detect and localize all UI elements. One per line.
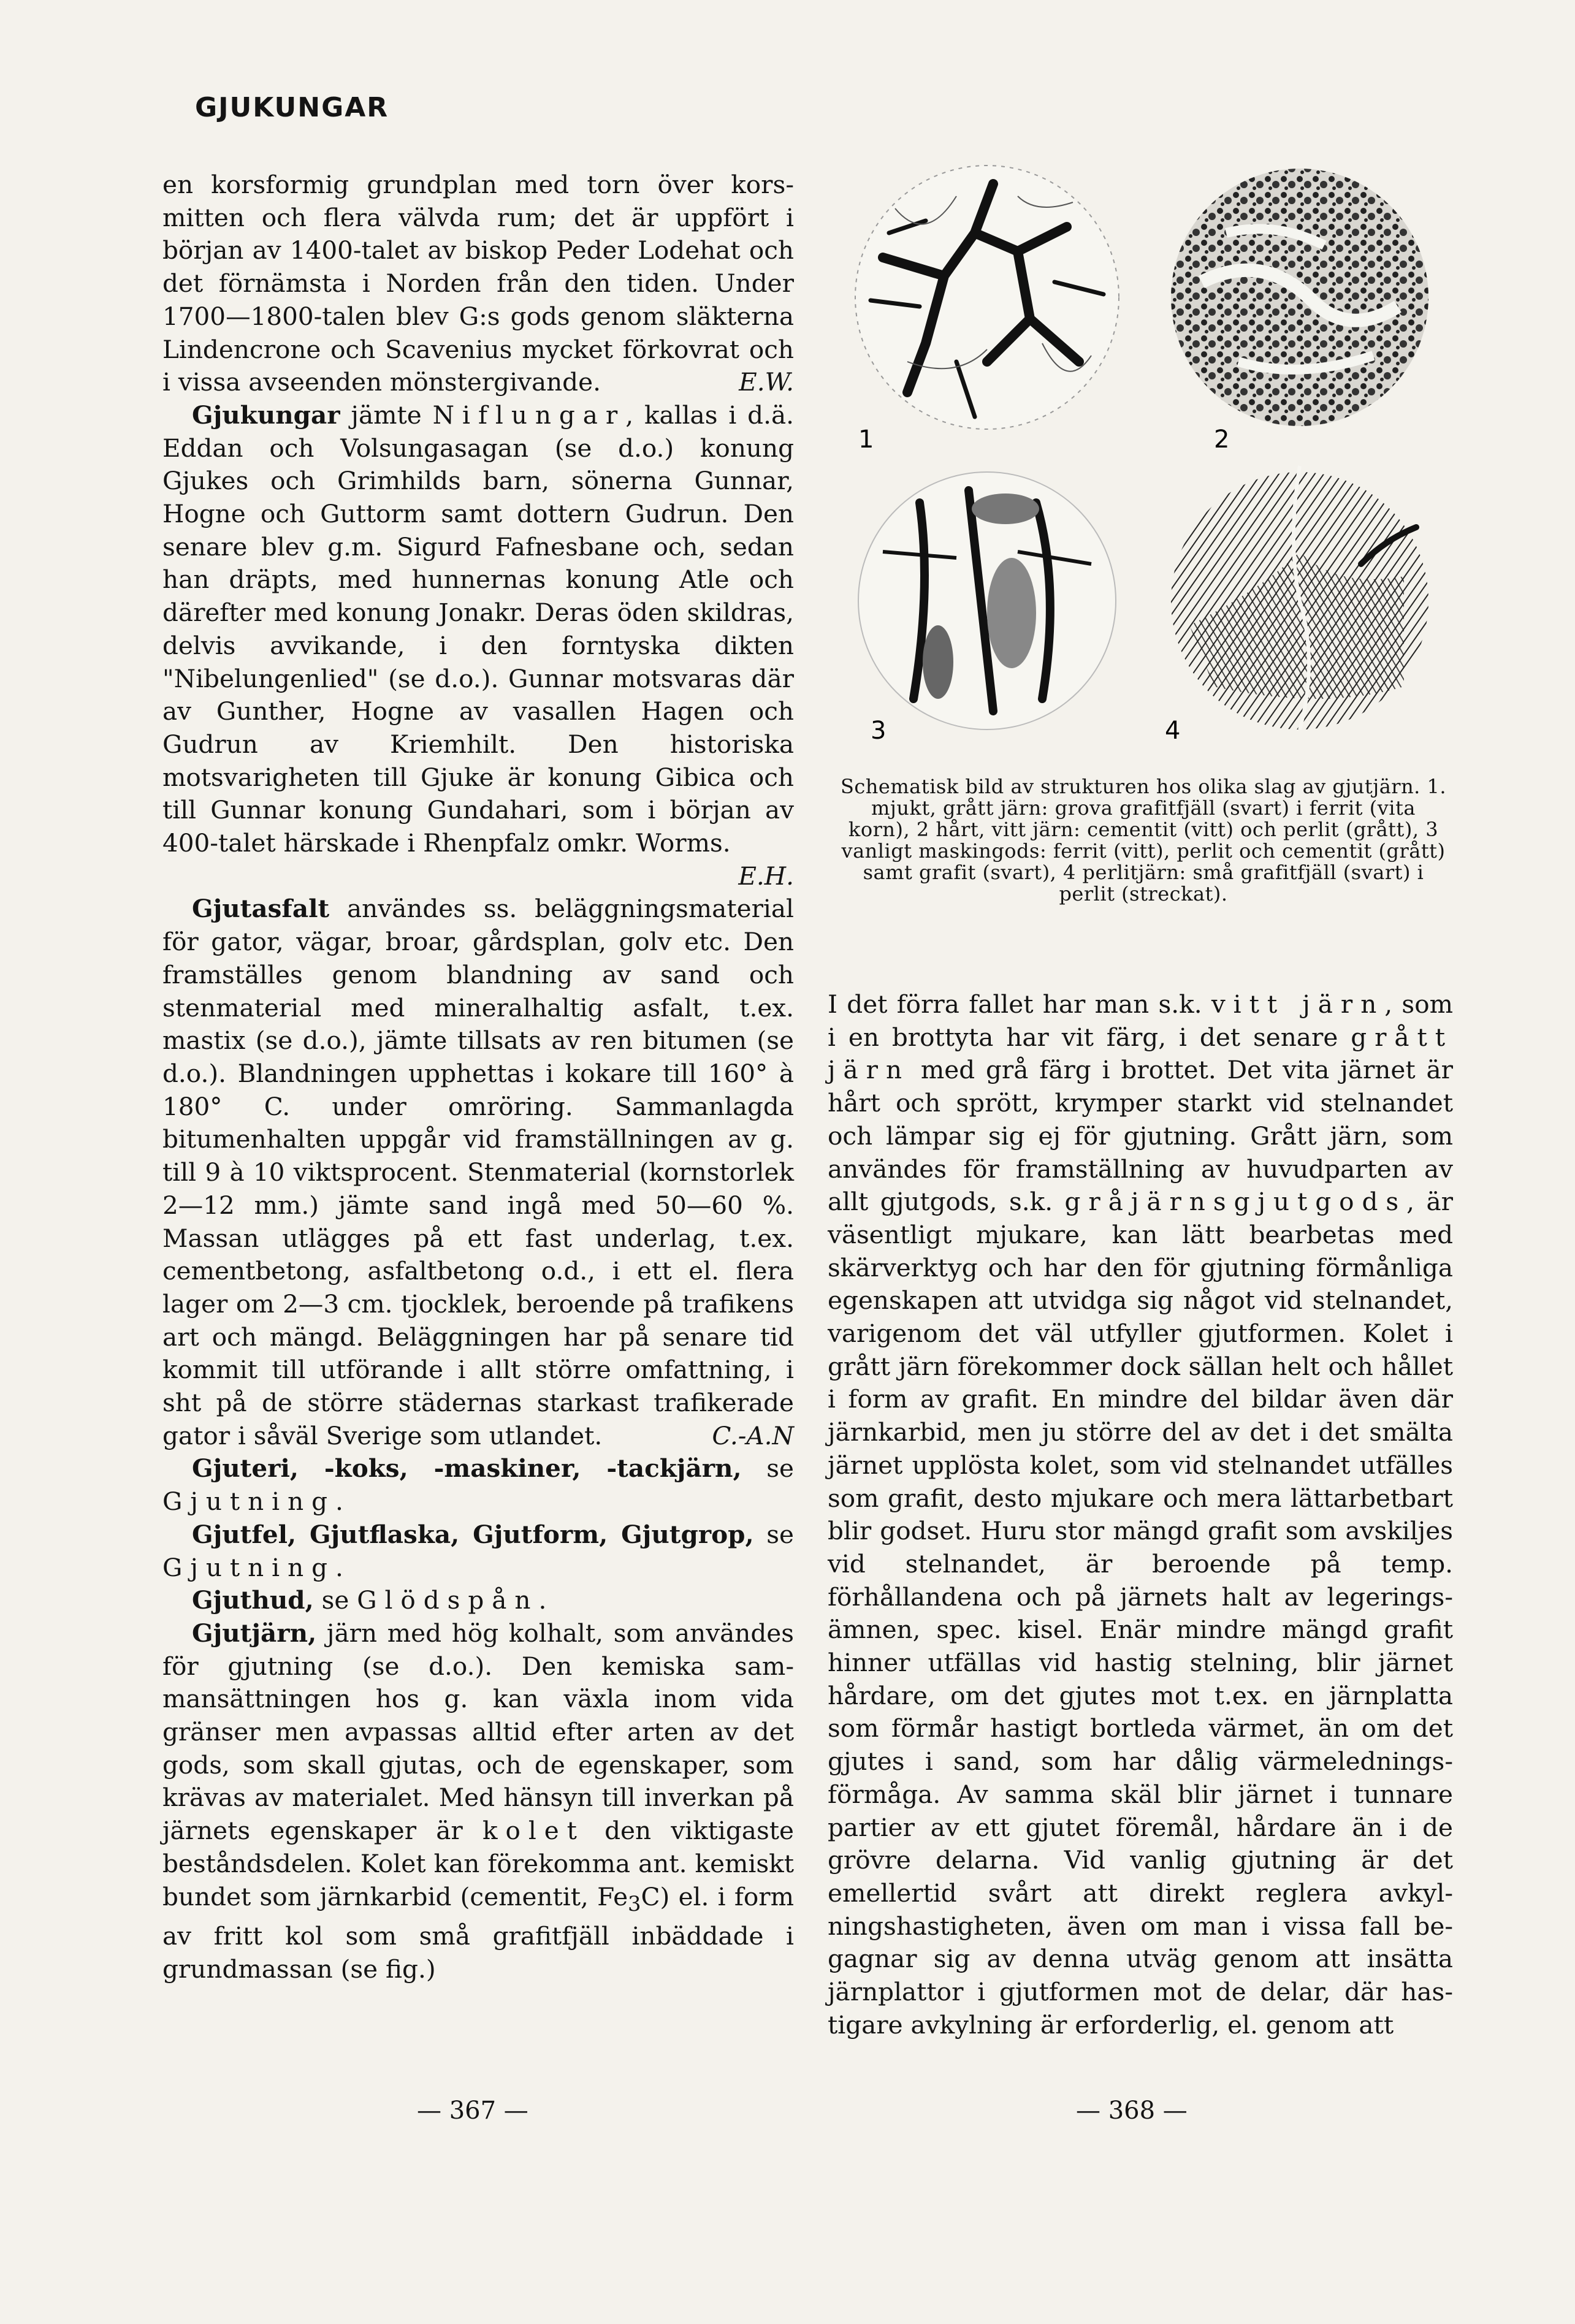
- article-continuation: [162, 169, 794, 399]
- entry-headword: Gjukungar: [192, 400, 340, 430]
- paragraph-text: , är väsentligt mjukare, kan lätt bearbetas med skärverktyg och har den för gjutning förmånliga egenskapen att utvidga sig något vid stelnandet, varigenom det väl utfyller gjutformen. Kolet i grått järn förekommer dock sällan helt och hållet i form av grafit. En mindre del bildar även där järnkarbid, men ju större del av det i det smälta järnet upplösta kolet, som vid stelnandet utfälles som grafit, desto mjukare och mera lättarbetbart blir godset. Huru stor mängd grafit som avskiljes vid stelnandet, är beroende på temp. förhållandena och på järnets halt av legeringsämnen, spec. kisel. Enär mindre mängd grafit hinner utfällas vid hastig stelning, blir järnet hårdare, om det gjutes mot t.ex. en järnplatta som förmår hastigt bortleda värmet, än om det gjutes i sand, som har dålig värmeledningsförmåga. Av samma skäl blir järnet i tunnare partier av ett gjutet föremål, hårdare än i de grövre delarna. Vid vanlig gjutning är det emellertid svårt att direkt reglera avkylningshastigheten, även om man i vissa fall begagnar sig av denna utväg genom att insätta järnplattor i gjutformen mot de delar, där hastigare avkylning är erforderlig, el. genom att: [828, 1187, 1453, 2040]
- micrograph-2: [1171, 169, 1428, 426]
- entry-headword: Gjuteri, -koks, -maskiner, -tackjärn,: [192, 1453, 742, 1484]
- spaced-reference: Niflungar: [432, 400, 626, 430]
- paragraph-text: en korsformig grundplan med torn över korsmitten och flera välvda rum; det är uppfört i början av 1400-talet av biskop Peder Lodehat och det förnämsta i Norden från den tiden. Under 1700—1800-talen blev G:s gods genom släkterna Lindencrone och Scavenius mycket förkovrat och i vissa avseenden mönstergivande.: [162, 170, 794, 397]
- figure-label-3: 3: [871, 717, 887, 745]
- entry-gjukungar: [162, 399, 794, 893]
- entry-headword: Gjutfel, Gjutflaska, Gjutform, Gjutgrop,: [192, 1519, 754, 1549]
- running-header: GJUKUNGAR: [195, 92, 389, 123]
- spaced-term: vitt järn: [1211, 989, 1385, 1019]
- entry-text: C) el. i form av fritt kol som små grafitfjäll inbäddade i grundmassan (se fig.): [162, 1881, 795, 1984]
- paragraph-text: med grå färg i brottet. Det vita järnet är hårt och sprött, krymper starkt vid stelnandet och lämpar sig ej för gjutning. Grått järn, som användes för framställning av huvudparten av allt gjutgods, s.k.: [828, 1055, 1453, 1217]
- entry-text: se: [313, 1585, 357, 1615]
- spaced-term: gråjärnsgjutgods: [1064, 1187, 1407, 1217]
- cross-reference: Glödspån: [357, 1585, 539, 1615]
- entry-text: jämte: [340, 400, 433, 430]
- figure-label-4: 4: [1165, 717, 1181, 745]
- micrograph-1: [855, 166, 1119, 429]
- entry-headword: Gjuthud,: [192, 1585, 314, 1615]
- entry-headword: Gjutasfalt: [192, 894, 330, 924]
- figure-label-2: 2: [1214, 425, 1230, 454]
- entry-gjutasfalt: [162, 893, 794, 1452]
- right-column: [828, 988, 1453, 2042]
- figure-drawing: [834, 159, 1447, 766]
- micrograph-4: [1171, 466, 1428, 730]
- entry-text: se: [741, 1453, 794, 1484]
- cross-reference: Gjutning: [162, 1487, 335, 1517]
- entry-text: järn med hög kolhalt, som användes för gjutning (se d.o.). Den kemiska sammansättningen hos g. kan växla inom vida gränser men avpassas alltid efter arten av det gods, som skall gjutas, och de egenskaper, som krävas av materialet. Med hänsyn till inverkan på järnets egenskaper är: [162, 1618, 794, 1846]
- entry-text: .: [538, 1585, 547, 1615]
- left-column: [162, 169, 794, 1986]
- author-signature: E.H.: [738, 861, 794, 891]
- entry-gjuteri: Gjuteri, -koks, -maskiner, -tackjärn, se Gjutning.: [162, 1453, 794, 1517]
- entry-text: , kallas i d.ä. Eddan och Volsungasagan (se d.o.) konung Gjukes och Grimhilds barn, sönerna Gunnar, Hogne och Guttorm samt dottern Gudrun. Den senare blev g.m. Sigurd Fafnesbane och, sedan han dräpts, med hunnernas konung Atle och därefter med konung Jonakr. Deras öden skildras, delvis avvikande, i den forntyska dikten "Nibelungenlied" (se d.o.). Gunnar motsvaras där av Gunther, Hogne av vasallen Hagen och Gudrun av Kriemhilt. Den historiska motsvarigheten till Gjuke är konung Gibica och till Gunnar konung Gundahari, som i början av 400-talet härskade i Rhenpfalz omkr. Worms.: [162, 400, 794, 858]
- cross-reference: Gjutning: [162, 1552, 335, 1582]
- subscript: 3: [628, 1891, 641, 1916]
- figure-caption: Schematisk bild av strukturen hos olika slag av gjutjärn. 1. mjukt, grått järn: grova grafitfjäll (svart) i ferrit (vita korn), 2 hårt, vitt järn: cementit (vitt) och perlit (grått), 3 vanligt maskingods: ferrit (vitt), perlit och cementit (grått) samt grafit (svart), 4 perlitjärn: små grafitfjäll (svart) i perlit (streckat).: [840, 775, 1447, 905]
- entry-text: användes ss. beläggningsmaterial för gator, vägar, broar, gårdsplan, golv etc. Den framställes genom blandning av sand och stenmaterial med mineralhaltig asfalt, t.ex. mastix (se d.o.), jämte tillsats av ren bitumen (se d.o.). Blandningen upphettas i kokare till 160° à 180° C. under omröring. Sammanlagda bitumenhalten uppgår vid framställningen av g. till 9 à 10 viktsprocent. Stenmaterial (kornstorlek 2—12 mm.) jämte sand ingå med 50—60 %. Massan utlägges på ett fast underlag, t.ex. cementbetong, asfaltbetong o.d., i ett el. flera lager om 2—3 cm. tjocklek, beroende på trafikens art och mängd. Beläggningen har på senare tid kommit till utförande i allt större omfattning, i sht på de större städernas starkast trafikerade gator i såväl Sverige som utlandet.: [162, 894, 794, 1450]
- entry-gjutfel: Gjutfel, Gjutflaska, Gjutform, Gjutgrop, se Gjutning.: [162, 1519, 794, 1582]
- author-signature: C.-A.N: [712, 1420, 794, 1450]
- paragraph-continuation: [828, 988, 1453, 2042]
- page-number-left: — 367 —: [417, 2097, 528, 2125]
- page-number-right: — 368 —: [1076, 2097, 1188, 2125]
- entry-headword: Gjutjärn,: [192, 1618, 317, 1648]
- microstructure-figure: [834, 159, 1447, 766]
- paragraph-text: , som i en brottyta har vit färg, i det senare: [828, 989, 1453, 1052]
- entry-gjutjarn: [162, 1617, 794, 1986]
- entry-text: den viktigaste beståndsdelen. Kolet kan förekomma ant. kemiskt bundet som järnkarbid (cementit, Fe: [162, 1816, 794, 1911]
- micrograph-3: [858, 472, 1116, 730]
- paragraph-text: I det förra fallet har man s.k.: [828, 989, 1211, 1019]
- entry-text: se: [753, 1519, 794, 1549]
- author-signature: E.W.: [739, 367, 794, 397]
- spaced-term: kolet: [482, 1816, 585, 1846]
- entry-gjuthud: [162, 1584, 794, 1617]
- spaced-term: grått järn: [828, 1022, 1453, 1085]
- figure-label-1: 1: [858, 425, 874, 454]
